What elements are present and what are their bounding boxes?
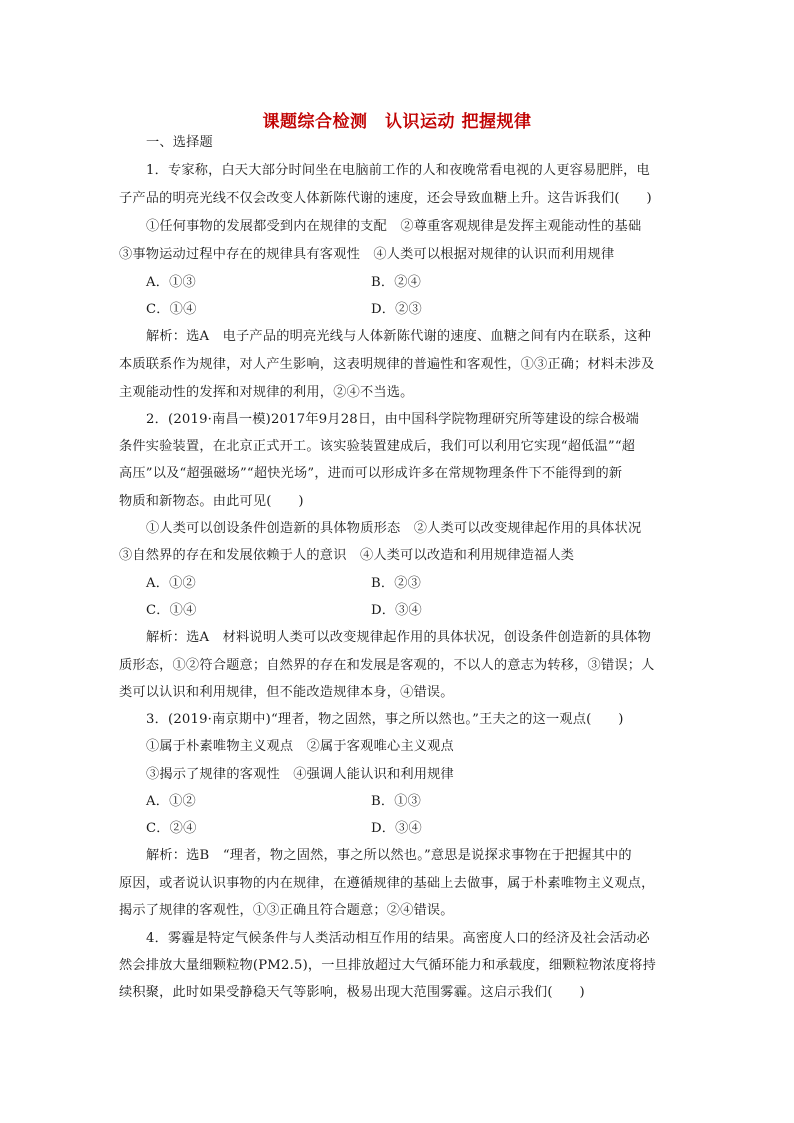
q1-analysis-line: 本质联系作为规律，对人产生影响，这表明规律的普遍性和客观性，①③正确；材料未涉及 xyxy=(119,357,655,372)
q3-analysis-line: 揭示了规律的客观性，①③正确且符合题意；②④错误。 xyxy=(119,903,454,918)
q2-option-c: C．①④ xyxy=(146,603,197,618)
q1-item-line: ①任何事物的发展都受到内在规律的支配 ②尊重客观规律是发挥主观能动性的基础 xyxy=(146,219,642,234)
q2-option-a: A．①② xyxy=(146,576,196,591)
q1-analysis-line: 主观能动性的发挥和对规律的利用，②④不当选。 xyxy=(119,385,414,400)
q4-stem-line: 然会排放大量细颗粒物(PM2.5)，一旦排放超过大气循环能力和承载度，细颗粒物浓度将持 xyxy=(119,958,656,973)
q1-option-a: A．①③ xyxy=(146,275,196,290)
q2-option-d: D．③④ xyxy=(371,603,422,618)
q3-item-line: ①属于朴素唯物主义观点 ②属于客观唯心主义观点 xyxy=(146,739,454,754)
q3-option-d: D．③④ xyxy=(371,821,422,836)
q3-option-a: A．①② xyxy=(146,794,196,809)
q2-stem-line: 物质和新物态。由此可见( ) xyxy=(119,494,304,509)
q1-stem-line: 子产品的明亮光线不仅会改变人体新陈代谢的速度，还会导致血糖上升。这告诉我们( ) xyxy=(119,191,652,206)
section-heading: 一、选择题 xyxy=(146,135,213,150)
q2-analysis-line: 质形态，①②符合题意；自然界的存在和发展是客观的，不以人的意志为转移，③错误；人 xyxy=(119,658,655,673)
q3-item-line: ③揭示了规律的客观性 ④强调人能认识和利用规律 xyxy=(146,767,454,782)
q3-analysis-line: 解析：选B “理者，物之固然，事之所以然也。”意思是说探求事物在于把握其中的 xyxy=(146,848,632,863)
q2-analysis-line: 解析：选A 材料说明人类可以改变规律起作用的具体状况，创设条件创造新的具体物 xyxy=(146,630,652,645)
q1-option-d: D．②③ xyxy=(371,302,422,317)
q2-option-b: B．②③ xyxy=(371,576,422,591)
q2-stem-line: 高压”以及“超强磁场”“超快光场”，进而可以形成许多在常规物理条件下不能得到的新 xyxy=(119,466,623,481)
q3-option-b: B．①③ xyxy=(371,794,422,809)
q3-option-c: C．②④ xyxy=(146,821,197,836)
q3-analysis-line: 原因，或者说认识事物的内在规律，在遵循规律的基础上去做事，属于朴素唯物主义观点， xyxy=(119,876,655,891)
q1-stem-line: 1．专家称，白天大部分时间坐在电脑前工作的人和夜晚常看电视的人更容易肥胖，电 xyxy=(146,163,650,178)
q3-stem-line: 3．(2019·南京期中)“理者，物之固然，事之所以然也。”王夫之的这一观点( ) xyxy=(146,712,624,727)
q2-item-line: ①人类可以创设条件创造新的具体物质形态 ②人类可以改变规律起作用的具体状况 xyxy=(146,521,642,536)
q2-item-line: ③自然界的存在和发展依赖于人的意识 ④人类可以改造和利用规律造福人类 xyxy=(119,548,575,563)
q1-option-b: B．②④ xyxy=(371,275,422,290)
q1-analysis-line: 解析：选A 电子产品的明亮光线与人体新陈代谢的速度、血糖之间有内在联系，这种 xyxy=(146,329,652,344)
q4-stem-line: 续积聚，此时如果受静稳天气等影响，极易出现大范围雾霾。这启示我们( ) xyxy=(119,985,585,1000)
q1-item-line: ③事物运动过程中存在的规律具有客观性 ④人类可以根据对规律的认识而利用规律 xyxy=(119,247,615,262)
q4-stem-line: 4．雾霾是特定气候条件与人类活动相互作用的结果。高密度人口的经济及社会活动必 xyxy=(146,931,650,946)
q2-analysis-line: 类可以认识和利用规律，但不能改造规律本身，④错误。 xyxy=(119,685,454,700)
q2-stem-line: 条件实验装置，在北京正式开工。该实验装置建成后，我们可以利用它实现“超低温”“超 xyxy=(119,439,636,454)
q1-option-c: C．①④ xyxy=(146,302,197,317)
q2-stem-line: 2．(2019·南昌一模)2017年9月28日，由中国科学院物理研究所等建设的综合极端 xyxy=(146,412,640,427)
page-title: 课题综合检测 认识运动 把握规律 xyxy=(262,112,532,132)
